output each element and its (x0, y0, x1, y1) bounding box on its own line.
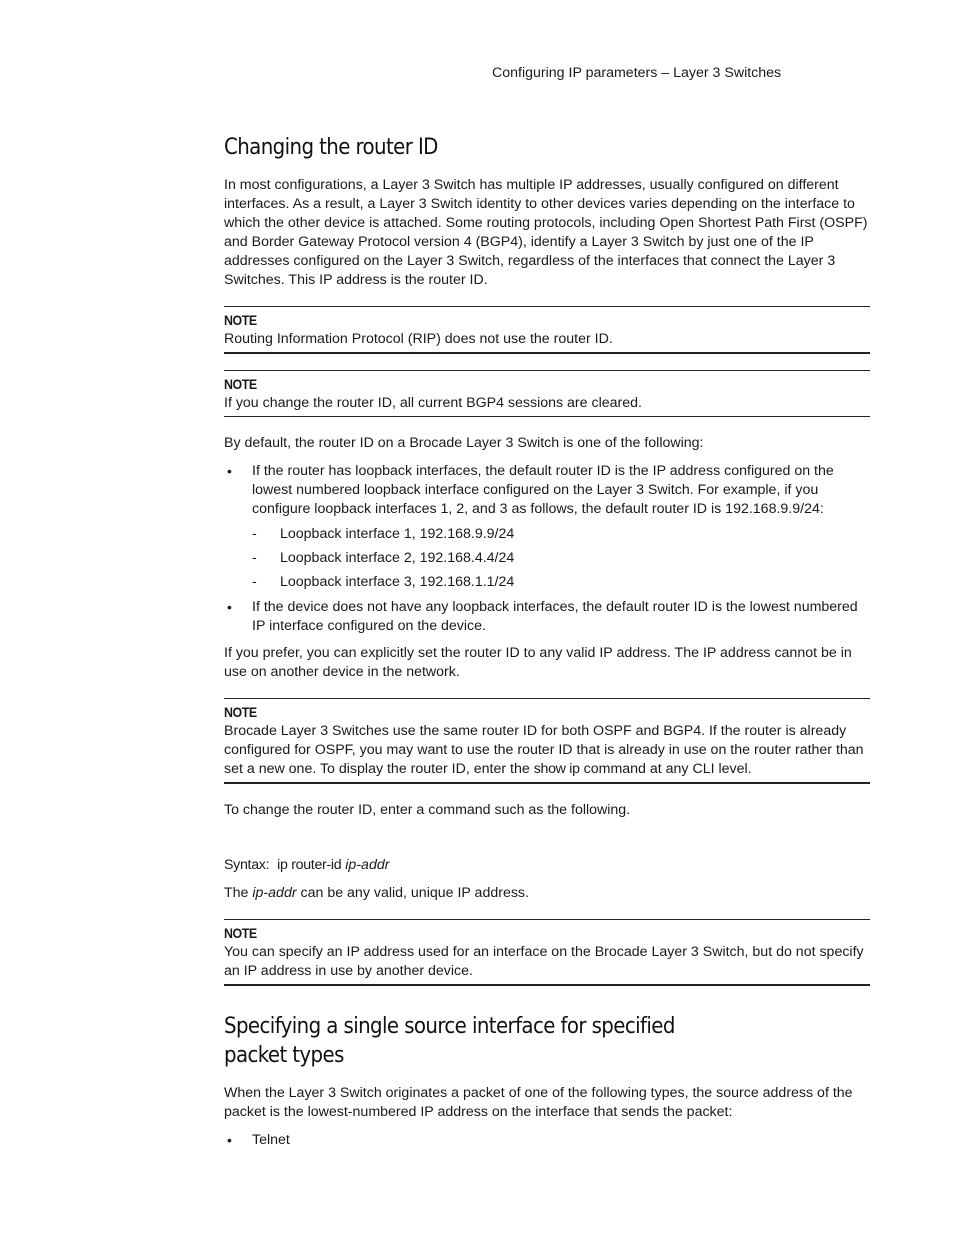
packet-type-list (224, 1131, 870, 1150)
syntax-label: Syntax: (224, 857, 270, 873)
param-desc-part: The (224, 885, 253, 901)
list-item-text: Telnet (252, 1132, 290, 1148)
list-item (252, 549, 870, 568)
page-content (224, 130, 870, 1158)
running-header: Configuring IP parameters – Layer 3 Switches (492, 65, 782, 81)
bullet-icon: • (227, 599, 232, 615)
note-text: You can specify an IP address used for an interface on the Brocade Layer 3 Switch, but do not specify an IP address in use by another device. (224, 944, 864, 979)
list-item (224, 1131, 870, 1150)
dash-icon: - (252, 574, 257, 590)
note-rip (224, 306, 870, 354)
list-item-text: If the device does not have any loopback interfaces, the default router ID is the lowest numbered IP interface configured on the device. (252, 599, 858, 634)
note-ip-address-usage (224, 919, 870, 986)
dash-icon: - (252, 526, 257, 542)
note-text-part: command at any CLI level. (579, 761, 752, 777)
section-title-router-id: Changing the router ID (224, 135, 438, 160)
note-title: NOTE (224, 926, 257, 941)
note-title: NOTE (224, 705, 257, 720)
list-item-text: Loopback interface 1, 192.168.9.9/24 (280, 526, 515, 542)
default-intro-paragraph: By default, the router ID on a Brocade Layer 3 Switch is one of the following: (224, 435, 704, 451)
list-item (224, 462, 870, 592)
change-router-id-paragraph: To change the router ID, enter a command such as the following. (224, 802, 631, 818)
param-description (224, 884, 870, 903)
param-desc-part: can be any valid, unique IP address. (296, 885, 529, 901)
syntax-command: ip router-id (277, 857, 342, 873)
note-bgp4-sessions (224, 370, 870, 417)
param-name: ip-addr (252, 885, 297, 901)
list-item (224, 598, 870, 636)
bullet-icon: • (227, 463, 232, 479)
intro-paragraph: In most configurations, a Layer 3 Switch has multiple IP addresses, usually configured on different interfaces. As a result, a Layer 3 Switch identity to other devices varies depending on the interface to which the other device is attached. Some routing protocols, including Open Shortest Path First (OSPF) and Border Gateway Protocol version 4 (BGP4), identify a Layer 3 Switch by just one of the IP addresses configured on the Layer 3 Switch, regardless of the interfaces that connect the Layer 3 Switches. This IP address is the router ID. (224, 177, 868, 288)
list-item-text: If the router has loopback interfaces, the default router ID is the IP address configured on the lowest numbered loopback interface configured on the Layer 3 Switch. For example, if you configure loopback interfaces 1, 2, and 3 as follows, the default router ID is 192.168.9.9/24: (252, 463, 834, 517)
loopback-list (252, 525, 870, 592)
prefer-paragraph: If you prefer, you can explicitly set the router ID to any valid IP address. The IP address cannot be in use on another device in the network. (224, 645, 852, 680)
dash-icon: - (252, 550, 257, 566)
list-item-text: Loopback interface 2, 192.168.4.4/24 (280, 550, 515, 566)
list-item (252, 573, 870, 592)
list-item-text: Loopback interface 3, 192.168.1.1/24 (280, 574, 515, 590)
note-text-part: Brocade Layer 3 Switches use the same router ID for both OSPF and BGP4. If the router is already configured for OSPF, you may want to use the router ID that is already in use on the router rather than set a new one. To display the router ID, enter the (224, 723, 864, 777)
note-text (224, 722, 870, 779)
note-ospf-bgp4 (224, 698, 870, 784)
bullet-icon: • (227, 1132, 232, 1148)
note-title: NOTE (224, 377, 257, 392)
section-title-source-interface: Specifying a single source interface for specified packet types (224, 1014, 675, 1068)
syntax-param: ip-addr (345, 857, 390, 873)
default-router-id-list (224, 462, 870, 636)
command-show-ip: show ip (533, 761, 580, 777)
syntax-line (224, 856, 870, 875)
source-interface-intro: When the Layer 3 Switch originates a packet of one of the following types, the source address of the packet is the lowest-numbered IP address on the interface that sends the packet: (224, 1085, 853, 1120)
note-text: If you change the router ID, all current BGP4 sessions are cleared. (224, 395, 642, 411)
note-text: Routing Information Protocol (RIP) does not use the router ID. (224, 331, 613, 347)
list-item (252, 525, 870, 544)
note-title: NOTE (224, 313, 257, 328)
